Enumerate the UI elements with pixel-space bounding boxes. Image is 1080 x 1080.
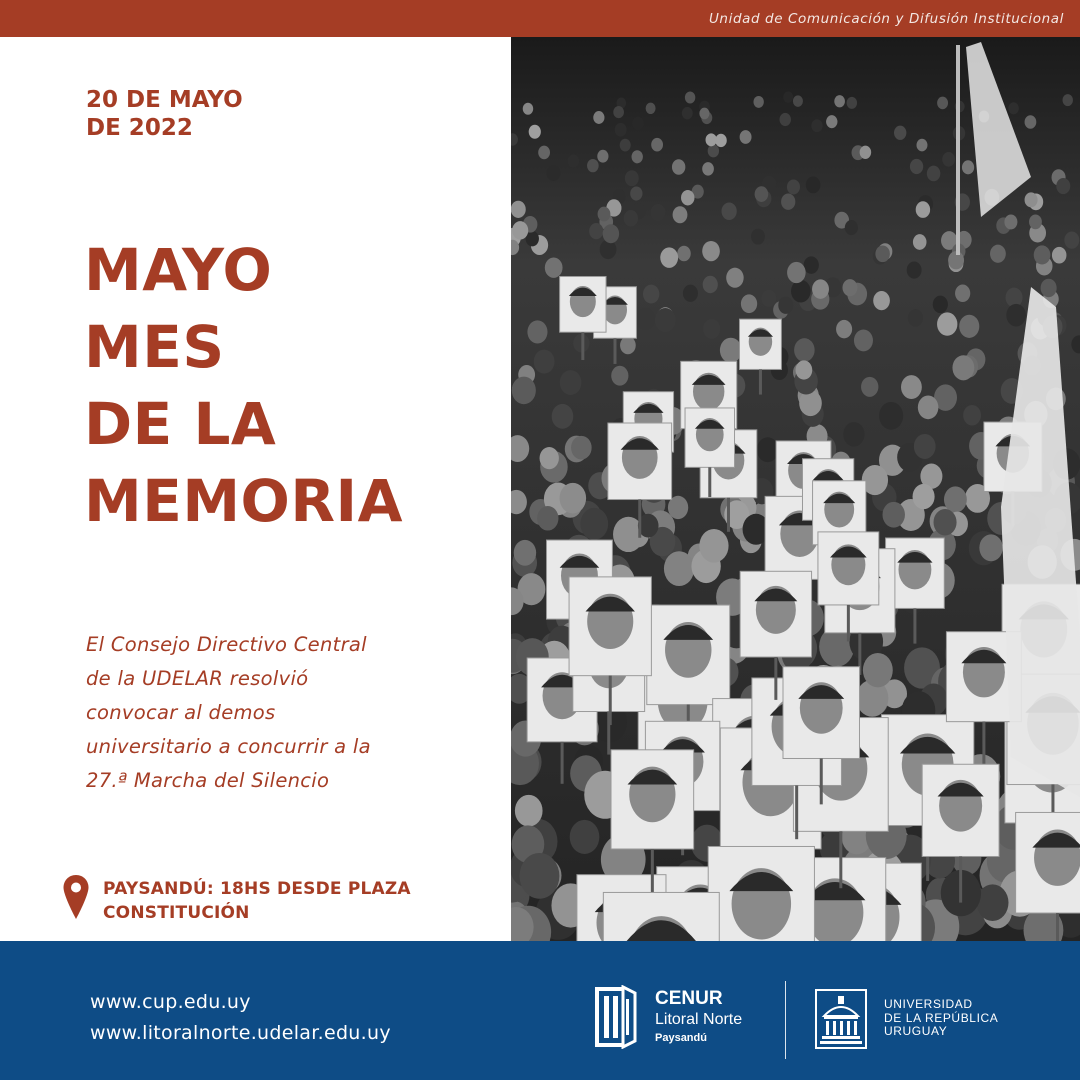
website-link-cup[interactable]: www.cup.edu.uy bbox=[90, 991, 251, 1013]
top-banner bbox=[0, 0, 1080, 37]
announcement-line: de la UDELAR resolvió bbox=[86, 667, 309, 690]
udelar-line: UNIVERSIDAD bbox=[884, 997, 973, 1011]
cenur-title: CENUR bbox=[655, 988, 723, 1009]
logo-divider bbox=[785, 981, 786, 1059]
institution-unit-label: Unidad de Comunicación y Difusión Institucional bbox=[708, 11, 1064, 27]
event-date bbox=[86, 86, 243, 142]
cenur-logo-icon bbox=[593, 985, 637, 1049]
event-date-line: 20 DE MAYO bbox=[86, 87, 243, 113]
announcement-text bbox=[86, 628, 486, 798]
announcement-line: universitario a concurrir a la bbox=[86, 735, 371, 758]
headline bbox=[84, 232, 403, 540]
udelar-wordmark bbox=[884, 998, 998, 1039]
announcement-line: 27.ª Marcha del Silencio bbox=[86, 769, 330, 792]
map-pin-icon bbox=[62, 874, 90, 920]
headline-line: MES bbox=[84, 313, 225, 381]
cenur-city: Paysandú bbox=[655, 1032, 707, 1044]
headline-line: MAYO bbox=[84, 236, 273, 304]
announcement-line: El Consejo Directivo Central bbox=[86, 633, 367, 656]
cenur-wordmark bbox=[655, 988, 742, 1046]
location-line: PAYSANDÚ: 18HS DESDE PLAZA bbox=[103, 879, 411, 899]
location-line: CONSTITUCIÓN bbox=[103, 903, 250, 923]
event-date-line: DE 2022 bbox=[86, 115, 193, 141]
website-link-litoralnorte[interactable]: www.litoralnorte.udelar.edu.uy bbox=[90, 1022, 391, 1044]
udelar-seal-icon bbox=[814, 988, 868, 1050]
headline-line: MEMORIA bbox=[84, 467, 403, 535]
location-text bbox=[103, 877, 411, 925]
cenur-subtitle: Litoral Norte bbox=[655, 1011, 743, 1028]
march-crowd-image bbox=[511, 37, 1080, 941]
march-photo bbox=[511, 37, 1080, 941]
announcement-line: convocar al demos bbox=[86, 701, 276, 724]
footer-bar bbox=[0, 941, 1080, 1080]
udelar-line: DE LA REPÚBLICA bbox=[884, 1010, 999, 1025]
udelar-line: URUGUAY bbox=[884, 1024, 948, 1038]
headline-line: DE LA bbox=[84, 390, 277, 458]
